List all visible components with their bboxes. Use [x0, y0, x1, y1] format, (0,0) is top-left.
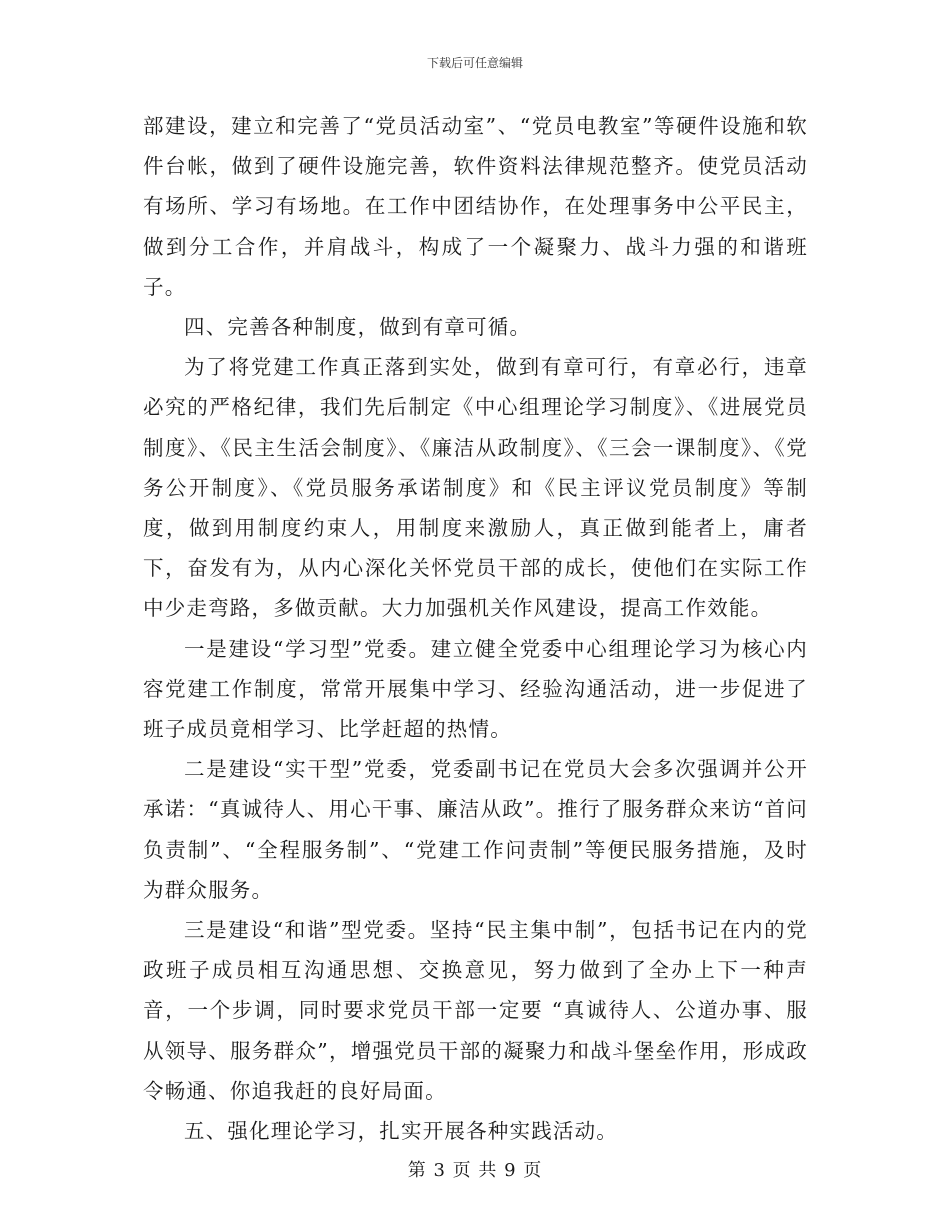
page-header: 下载后可任意编辑 [426, 56, 523, 70]
paragraph: 部建设，建立和完善了“党员活动室”、“党员电教室”等硬件设施和软件台帐，做到了硬件设施完善，软件资料法律规范整齐。使党员活动有场所、学习有场地。在工作中团结协作，在处理事务中公平民主，做到分工合作，并肩战斗，构成了一个凝聚力、战斗力强的和谐班子。 [143, 114, 808, 299]
paragraph: 三是建设“和谐”型党委。坚持“民主集中制”，包括书记在内的党政班子成员相互沟通思想、交换意见，努力做到了全办上下一种声音，一个步调，同时要求党员干部一定要 “真诚待人、公道办事、服从领导、服务群众”，增强党员干部的凝聚力和战斗堡垒作用，形成政令畅通、你追我赶的良好局面。 [143, 918, 808, 1103]
page-number: 第 3 页 共 9 页 [407, 1160, 543, 1181]
section-heading: 五、强化理论学习，扎实开展各种实践活动。 [184, 1119, 618, 1144]
paragraph: 为了将党建工作真正落到实处，做到有章可行，有章必行，违章必究的严格纪律，我们先后制定《中心组理论学习制度》、《进展党员制度》、《民主生活会制度》、《廉洁从政制度》、《三会一课制度》、《党务公开制度》、《党员服务承诺制度》和《民主评议党员制度》等制度，做到用制度约束人，用制度来激励人，真正做到能者上，庸者下，奋发有为，从内心深化关怀党员干部的成长，使他们在实际工作中少走弯路，多做贡献。大力加强机关作风建设，提高工作效能。 [143, 355, 808, 621]
paragraph: 二是建设“实干型”党委，党委副书记在党员大会多次强调并公开承诺：“真诚待人、用心干事、廉洁从政”。推行了服务群众来访“首问负责制”、“全程服务制”、“党建工作问责制”等便民服务措施，及时为群众服务。 [143, 757, 808, 902]
paragraph: 一是建设“学习型”党委。建立健全党委中心组理论学习为核心内容党建工作制度，常常开展集中学习、经验沟通活动，进一步促进了班子成员竟相学习、比学赶超的热情。 [143, 636, 808, 742]
document-body [143, 106, 808, 1151]
section-heading: 四、完善各种制度，做到有章可循。 [184, 315, 532, 340]
